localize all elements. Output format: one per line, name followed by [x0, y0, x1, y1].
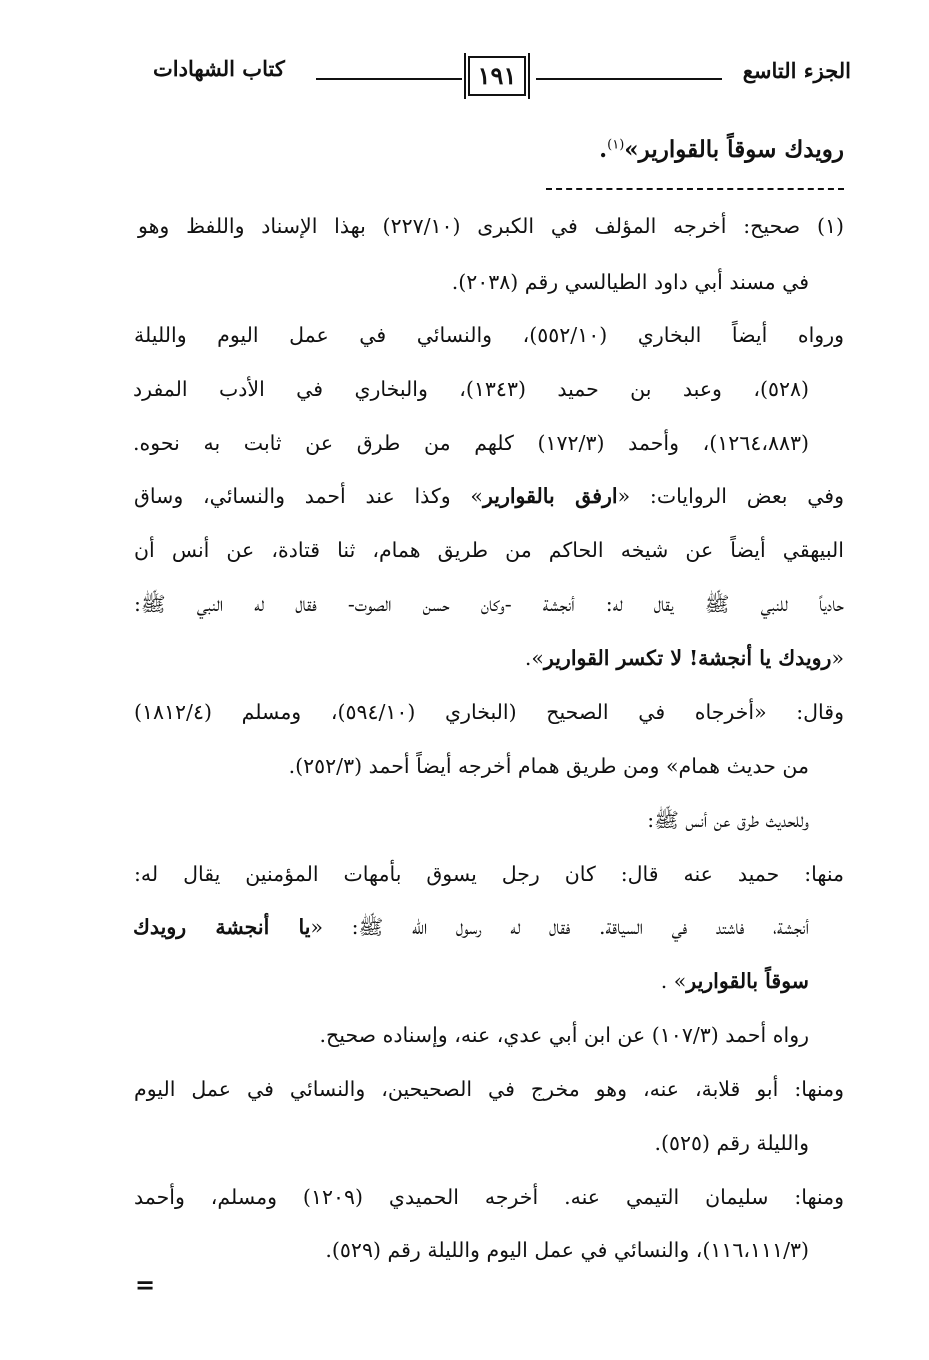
footnote-bold-text: يا أنجشة رويدك	[133, 915, 311, 939]
main-text: رويدك سوقاً بالقوارير»	[624, 136, 844, 163]
page-number: ١٩١	[468, 56, 526, 96]
footnote-line: حادياً للنبي ﷺ يقال له: أنجشة -وكان حسن الصوت- فقال له النبي ﷺ:	[134, 592, 844, 616]
footnote-line: من حديث همام» ومن طريق همام أخرجه أيضاً أحمد (٢٥٢/٣).	[288, 754, 809, 778]
footnote-line: البيهقي أيضاً عن شيخه الحاكم من طريق همام، ثنا قتادة، عن أنس أن	[134, 538, 844, 562]
footnote-line: في مسند أبي داود الطيالسي رقم (٢٠٣٨).	[451, 270, 809, 294]
header-rule-left	[316, 78, 462, 80]
header-book-title: كتاب الشهادات	[153, 56, 285, 81]
footnote-line: (٥٢٨)، وعبد بن حميد (١٣٤٣)، والبخاري في الأدب المفرد	[133, 377, 809, 401]
footnote-line	[661, 969, 809, 994]
footnote-text: » وكذا عند أحمد والنسائي، وساق	[134, 484, 483, 508]
footnote-text: أنجشة، فاشتد في السياقة. فقال له رسول الله ﷺ: «	[310, 915, 809, 939]
footnote-line: (١١٦،١١١/٣)، والنسائي في عمل اليوم والليلة رقم (٥٢٩).	[325, 1238, 809, 1262]
footnote-line: (١٢٦٤،٨٨٣)، وأحمد (١٧٢/٣) كلهم من طرق عن ثابت به نحوه.	[133, 431, 809, 455]
footnote-bold-text: سوقاً بالقوارير	[686, 969, 809, 993]
continuation-mark: =	[135, 1270, 156, 1299]
footnote-line	[525, 646, 844, 671]
footnote-text: » .	[660, 969, 687, 993]
footnote-line: منها: حميد عنه قال: كان رجل يسوق بأمهات المؤمنين يقال له:	[134, 862, 844, 886]
footnote-line	[134, 484, 844, 509]
footnote-line: ومنها: أبو قلابة، عنه، وهو مخرج في الصحيحين، والنسائي في عمل اليوم	[134, 1077, 844, 1101]
footnote-line: ورواه أيضاً البخاري (٥٥٢/١٠)، والنسائي في عمل اليوم والليلة	[134, 323, 844, 347]
footnote-line: (١) صحيح: أخرجه المؤلف في الكبرى (٢٢٧/١٠) بهذا الإسناد واللفظ وهو	[138, 214, 844, 238]
footnote-line: ومنها: سليمان التيمي عنه. أخرجه الحميدي (١٢٠٩) ومسلم، وأحمد	[134, 1185, 845, 1209]
footnote-separator	[546, 188, 844, 190]
footnote-bold-text: ارفق بالقوارير	[482, 484, 618, 508]
footnote-text: «	[831, 646, 844, 670]
main-text-end: .	[599, 136, 608, 163]
footnote-text: ».	[524, 646, 544, 670]
footnote-line: وقال: «أخرجاه في الصحيح (البخاري (٥٩٤/١٠)، ومسلم (١٨١٢/٤)	[134, 700, 845, 724]
footnote-text: وفي بعض الروايات: «	[617, 484, 844, 508]
footnote-reference: (١)	[607, 137, 625, 153]
header-rule-right	[536, 78, 722, 80]
footnote-bold-text: رويدك يا أنجشة! لا تكسر القوارير	[543, 646, 832, 670]
header-volume: الجزء التاسع	[742, 58, 851, 83]
main-text-line	[599, 136, 844, 163]
footnote-line: وللحديث طرق عن أنس ﷺ:	[647, 808, 809, 832]
footnote-line: والليلة رقم (٥٢٥).	[654, 1131, 809, 1155]
footnote-line: رواه أحمد (١٠٧/٣) عن ابن أبي عدي، عنه، وإسناده صحيح.	[319, 1023, 809, 1047]
footnote-line	[133, 915, 809, 940]
